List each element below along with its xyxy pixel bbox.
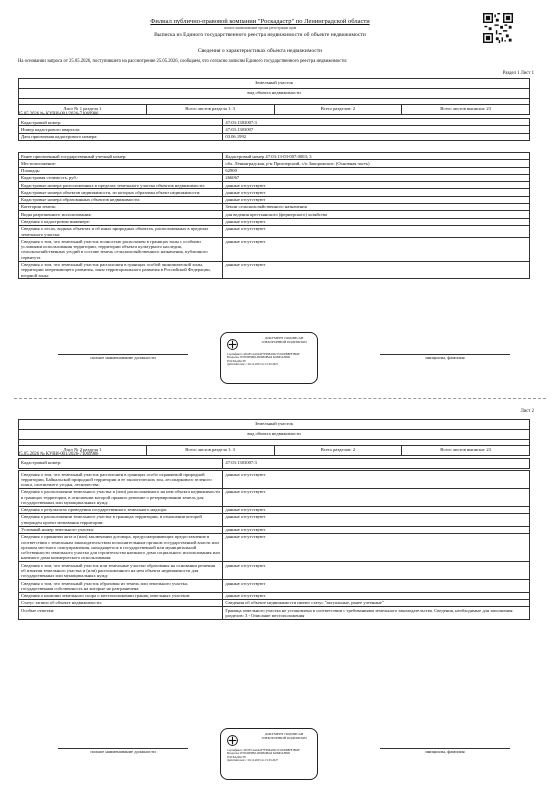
table-row [19, 592, 530, 599]
extract-title: Выписка из Единого государственного реестра недвижимости об объекте недвижимости [154, 32, 366, 38]
total-sheets-extract-2: Всего листов выписки: 23 [402, 446, 530, 456]
sign-position-caption: полное наименование должности [58, 354, 188, 360]
sheet-number-2: Лист № 2 раздела 1 [19, 446, 147, 456]
row-label: Категория земель: [19, 203, 223, 210]
object-type: Земельный участок [19, 79, 530, 89]
row-label: Сведения о наличии земельного спора о местоположении границ земельных участков: [19, 592, 223, 599]
emblem-icon [227, 735, 238, 746]
signature-valid: Действителен: с 20.12.2025 по 15.03.2027 [227, 757, 279, 762]
row-value: данные отсутствуют [223, 189, 530, 196]
table-row [19, 126, 530, 133]
row-label: Сведения о том, что земельный участок или земельные участки образованы на основании решения об изъятии земельного участка и (или) расположенного на нем объекта недвижимости для государственных или муниципальных нужд: [19, 562, 223, 580]
row-label: Сведения о расположении земельного участка в (или) расположенного на нем объекта недвижимости в границах территории, в отношении которой принято решение о резервировании земель для государственных или муниципальных нужд: [19, 488, 223, 506]
row-value: Граница земельного участка не установлена в соответствии с требованиями земельного законодательства. Сведения, необходимые для заполнения разделов: 3 - Описание местоположения [223, 607, 530, 620]
row-label: Дата присвоения кадастрового номера: [19, 133, 223, 140]
row-label: Статус записи об объекте недвижимости: [19, 599, 223, 606]
row-label: Сведения о том, что земельный участок образован из земель или земельного участка, государственная собственность на которые не разграничена: [19, 580, 223, 593]
e-signature-stamp-2 [220, 728, 318, 780]
row-value: данные отсутствуют [223, 513, 530, 526]
object-type-caption-2: вид объекта недвижимости [19, 430, 530, 440]
row-value: данные отсутствуют [223, 218, 530, 225]
cad-number-value-2: 47:03:1303007:3 [223, 459, 530, 469]
signature-title-2: ЭЛЕКТРОННОЙ ПОДПИСЬЮ [261, 735, 307, 740]
row-value: для ведения крестьянского (фермерского) хозяйства [223, 211, 530, 218]
sheet1-top-rows [18, 118, 530, 141]
signature-owner-2: РОСКАДАСТР [227, 754, 246, 759]
row-label: Площадь: [19, 167, 223, 174]
row-label: Сведения о том, что земельный участок расположен в границах особой экономической зоны, территории опережающего развития, зоны территориального развития в Российской Федерации, игорной зоны: [19, 261, 223, 279]
table-row [19, 526, 530, 533]
e-signature-stamp [220, 332, 318, 384]
sign-name-caption: инициалы, фамилия [380, 354, 510, 360]
row-value: данные отсутствуют [223, 562, 530, 580]
signature-owner-2: РОСКАДАСТР [227, 358, 246, 363]
row-value: данные отсутствуют [223, 526, 530, 533]
sheet2-main-rows [18, 470, 530, 620]
sheet1-main-rows [18, 152, 530, 279]
table-row [19, 261, 530, 279]
table-row [19, 562, 530, 580]
table-row [19, 580, 530, 593]
section-sheet-label: Раздел 1 Лист 1 [502, 71, 534, 76]
table-row [19, 607, 530, 620]
signature-cert: Сертификат: 4391FС4А0A4F7F098A0921531D0B8PF3864F [227, 748, 300, 752]
table-row [19, 506, 530, 513]
table-row [19, 189, 530, 196]
row-label: Виды разрешенного использования: [19, 211, 223, 218]
row-label: Условный номер земельного участка: [19, 526, 223, 533]
row-label: Сведения о результатах проведения государственного земельного надзора: [19, 506, 223, 513]
row-value: данные отсутствуют [223, 238, 530, 261]
table-row [19, 203, 530, 210]
section-title: Сведения о характеристиках объекта недвижимости [197, 48, 323, 54]
row-label: Сведения о кадастровом инженере: [19, 218, 223, 225]
table-row [19, 182, 530, 189]
row-value: 62900 [223, 167, 530, 174]
total-sheets-extract: Всего листов выписки: 23 [402, 105, 530, 115]
sheet2-label: Лист 2 [520, 409, 534, 414]
row-label: Сведения о принятии акта и (или) заключении договора, предусматривающих предоставление в соответствии с земельным законодательством исполнительным органом государственной власти или органом местного самоуправления, находящегося в государственной или муниципальной собственности земельного участка для строительства наемного дома социального использования или наемного дома коммерческого использования: [19, 533, 223, 561]
row-label: Кадастровая стоимость, руб.: [19, 174, 223, 181]
request-line: На основании запроса от 25.05.2026, поступившего на рассмотрение 25.05.2026, сообщаем, что согласно записям Единого государственного реестра недвижимости: [18, 59, 348, 64]
row-value: 47:03:1303007 [223, 126, 530, 133]
sign-position-caption-2: полное наименование должности [58, 748, 188, 754]
sheet1-table [18, 78, 530, 115]
row-label: Сведения о том, что земельный участок расположен в границах особо охраняемой природной территории, Байкальской природной территории и ее экологических зон, лесопаркового зеленого пояса, охотничьего угодья, лесничества: [19, 471, 223, 489]
extract-date-number: 25.05.2026 № КУВИ-001/2026-71069986 [18, 112, 99, 117]
table-row [19, 533, 530, 561]
row-value: 47:03:1303007:3 [223, 119, 530, 126]
row-value: Кадастровый номер 47:03:13-03-007:0003; 3 [223, 153, 530, 160]
row-label: Кадастровые номера образованных объектов недвижимости: [19, 196, 223, 203]
row-value: обл. Ленинградская, р-н Приозерский, с/п Запорожское, (Основная часть) [223, 160, 530, 167]
table-row [19, 174, 530, 181]
row-value: данные отсутствуют [223, 592, 530, 599]
row-value: данные отсутствуют [223, 182, 530, 189]
sheet2-cad-row [18, 458, 530, 469]
sign-name-caption-2: инициалы, фамилия [380, 748, 510, 754]
row-label: Сведения о лесах, водных объектах и об иных природных объектах, расположенных в пределах земельного участка: [19, 225, 223, 238]
object-type-caption: вид объекта недвижимости [19, 89, 530, 99]
object-type-2: Земельный участок [19, 420, 530, 430]
row-value: Земли сельскохозяйственного назначения [223, 203, 530, 210]
table-row [19, 238, 530, 261]
cad-number-label-2: Кадастровый номер: [19, 459, 223, 469]
row-label: Особые отметки: [19, 607, 223, 620]
row-value: 03.06.1992 [223, 133, 530, 140]
signature-cert: Сертификат: 4391FС4А0A4F7F098A0921531D0B8PF3864F [227, 352, 300, 356]
row-value: Сведения об объекте недвижимости имеют статус "актуальные, ранее учтенные" [223, 599, 530, 606]
table-row [19, 133, 530, 140]
row-value: данные отсутствуют [223, 225, 530, 238]
signature-title-1: ДОКУМЕНТ ПОДПИСАН [264, 336, 304, 340]
signature-title-2: ЭЛЕКТРОННОЙ ПОДПИСЬЮ [261, 339, 307, 344]
total-sheets-section: Всего листов раздела 1: 3 [146, 105, 274, 115]
table-row [19, 488, 530, 506]
table-row [19, 218, 530, 225]
signature-valid: Действителен: с 20.12.2025 по 15.03.2027 [227, 361, 279, 366]
table-row [19, 513, 530, 526]
row-value: данные отсутствуют [223, 580, 530, 593]
organization-name: Филиал публично-правовой компании "Роскадастр" по Ленинградской области [150, 18, 370, 25]
table-row [19, 599, 530, 606]
signature-owner: Владелец: ПУБЛИЧНО-ПРАВОВАЯ КОМПАНИЯ [227, 355, 290, 360]
page-divider [14, 398, 546, 399]
qr-code [483, 13, 513, 43]
table-row [19, 225, 530, 238]
row-label: Ранее присвоенный государственный учетный номер: [19, 153, 223, 160]
row-value: данные отсутствуют [223, 506, 530, 513]
signature-title-1: ДОКУМЕНТ ПОДПИСАН [264, 732, 304, 736]
table-row [19, 471, 530, 489]
row-value: данные отсутствуют [223, 196, 530, 203]
total-sheets-section-2: Всего листов раздела 1: 3 [146, 446, 274, 456]
row-value: данные отсутствуют [223, 488, 530, 506]
row-label: Местоположение: [19, 160, 223, 167]
row-label: Сведения о том, что земельный участок полностью расположен в границах зоны с особыми условиями использования территории, территории объекта культурного наследия, сельскохозяйственных угодий в составе земель сельскохозяйственного назначения, публичного сервитута [19, 238, 223, 261]
row-value: данные отсутствуют [223, 471, 530, 489]
table-row [19, 196, 530, 203]
table-row [19, 160, 530, 167]
row-label: Кадастровые номера объектов недвижимости, из которых образован объект недвижимости: [19, 189, 223, 196]
extract-date-number-2: 25.05.2026 № КУВИ-001/2026-71069986 [18, 452, 99, 457]
total-sections: Всего разделов: 2 [274, 105, 402, 115]
table-row [19, 153, 530, 160]
sheet2-table [18, 419, 530, 456]
table-row [19, 167, 530, 174]
sheet-number: Лист № 1 раздела 1 [19, 105, 147, 115]
row-label: Номер кадастрового квартала: [19, 126, 223, 133]
signature-owner: Владелец: ПУБЛИЧНО-ПРАВОВАЯ КОМПАНИЯ [227, 751, 290, 756]
row-value: данные отсутствуют [223, 533, 530, 561]
row-label: Кадастровый номер: [19, 119, 223, 126]
row-value: данные отсутствуют [223, 261, 530, 279]
emblem-icon [227, 339, 238, 350]
row-label: Кадастровые номера расположенных в пределах земельного участка объектов недвижимости: [19, 182, 223, 189]
total-sections-2: Всего разделов: 2 [274, 446, 402, 456]
row-value: 266067 [223, 174, 530, 181]
row-label: Сведения о расположении земельного участка в границах территории, в отношении которой утвержден проект межевания территории: [19, 513, 223, 526]
table-row [19, 211, 530, 218]
organization-caption: полное наименование органа регистрации прав [223, 26, 297, 30]
table-row [19, 119, 530, 126]
